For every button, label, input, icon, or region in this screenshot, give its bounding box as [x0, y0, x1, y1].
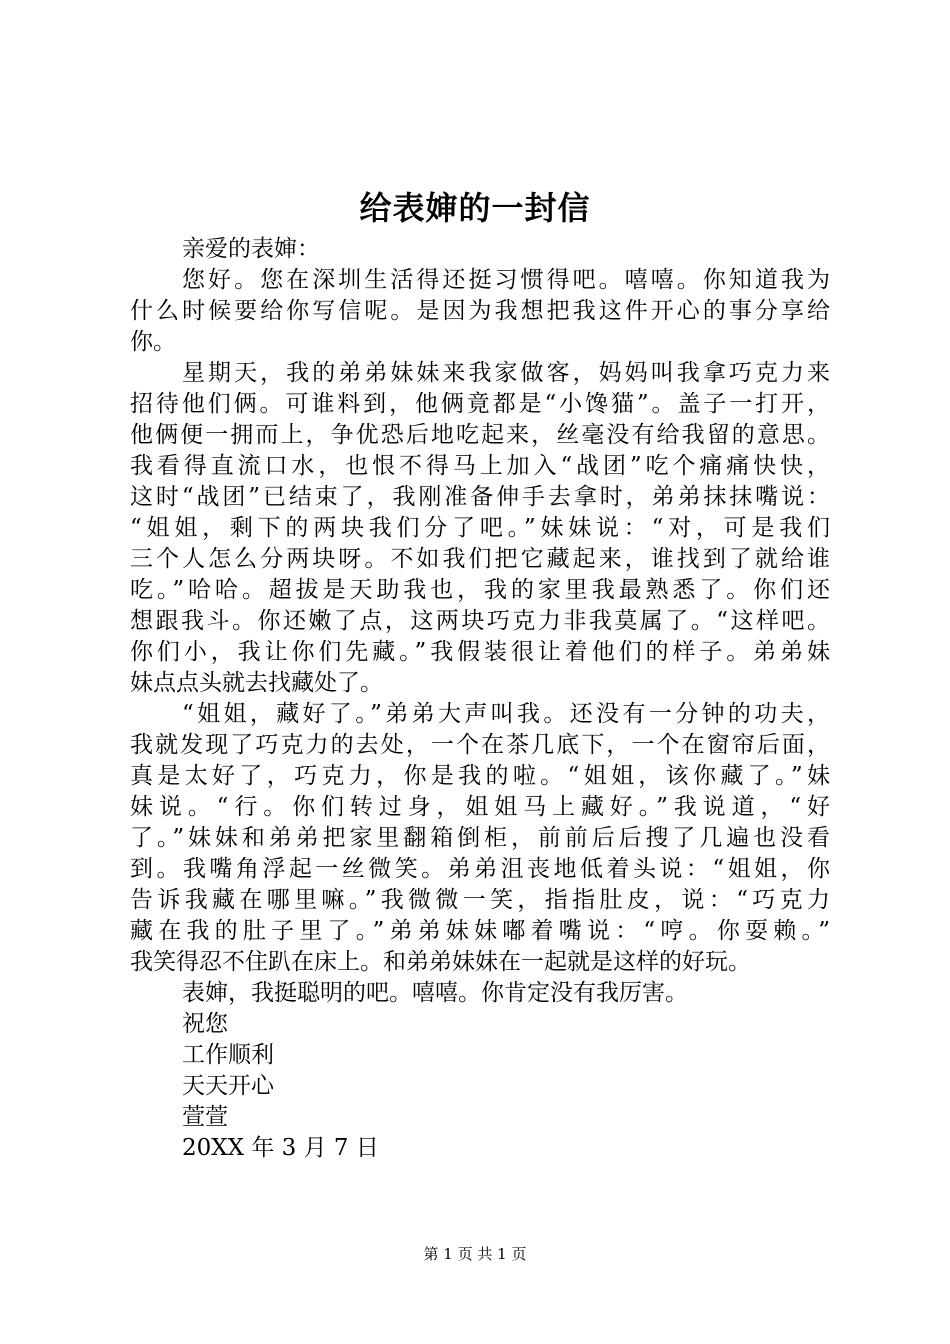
paragraph-line: 告诉我藏在哪里嘛。”我微微一笑，指指肚皮，说：“巧克力: [130, 887, 830, 913]
paragraph-line: 表婶，我挺聪明的吧。嘻嘻。你肯定没有我厉害。: [182, 980, 688, 1006]
paragraph-line: 藏在我的肚子里了。”弟弟妹妹嘟着嘴说：“哼。你耍赖。”: [130, 918, 830, 944]
signature-line: 萱萱: [182, 1104, 228, 1130]
paragraph-line: 了。”妹妹和弟弟把家里翻箱倒柜，前前后后搜了几遍也没看: [130, 825, 830, 851]
salutation-line: 亲爱的表婶：: [182, 236, 320, 262]
paragraph-line: 他俩便一拥而上，争优恐后地吃起来，丝毫没有给我留的意思。: [130, 422, 830, 448]
paragraph-line: 吃。”哈哈。超拔是天助我也，我的家里我最熟悉了。你们还: [130, 577, 830, 603]
paragraph-line: 星期天，我的弟弟妹妹来我家做客，妈妈叫我拿巧克力来: [182, 360, 830, 386]
closing-line: 祝您: [182, 1011, 228, 1037]
date-line: 20XX 年 3 月 7 日: [182, 1135, 379, 1161]
paragraph-line: 到。我嘴角浮起一丝微笑。弟弟沮丧地低着头说：“姐姐，你: [130, 856, 830, 882]
paragraph-line: 我就发现了巧克力的去处，一个在茶几底下，一个在窗帘后面，: [130, 732, 830, 758]
paragraph-line: 真是太好了，巧克力，你是我的啦。“姐姐，该你藏了。”妹: [130, 763, 830, 789]
paragraph-line: 这时“战团”已结束了，我刚准备伸手去拿时，弟弟抹抹嘴说：: [130, 484, 830, 510]
paragraph-line: “姐姐，藏好了。”弟弟大声叫我。还没有一分钟的功夫，: [182, 701, 830, 727]
letter-body: [130, 234, 830, 1164]
paragraph-line: 想跟我斗。你还嫩了点，这两块巧克力非我莫属了。“这样吧。: [130, 608, 830, 634]
paragraph-line: 你们小，我让你们先藏。”我假装很让着他们的样子。弟弟妹: [130, 639, 830, 665]
paragraph-line: 你。: [130, 329, 176, 355]
paragraph-line: 您好。您在深圳生活得还挺习惯得吧。嘻嘻。你知道我为: [182, 267, 830, 293]
closing-line: 天天开心: [182, 1073, 274, 1099]
paragraph-line: 我看得直流口水，也恨不得马上加入“战团”吃个痛痛快快，: [130, 453, 830, 479]
closing-line: 工作顺利: [182, 1042, 274, 1068]
paragraph-line: 我笑得忍不住趴在床上。和弟弟妹妹在一起就是这样的好玩。: [130, 949, 751, 975]
page-number-footer: 第 1 页 共 1 页: [423, 1245, 527, 1263]
paragraph-line: “姐姐，剩下的两块我们分了吧。”妹妹说：“对，可是我们: [130, 515, 830, 541]
paragraph-line: 妹说。“行。你们转过身，姐姐马上藏好。”我说道，“好: [130, 794, 830, 820]
paragraph-line: 妹点点头就去找藏处了。: [130, 670, 383, 696]
paragraph-line: 招待他们俩。可谁料到，他俩竟都是“小馋猫”。盖子一打开，: [130, 391, 830, 417]
letter-title: 给表婶的一封信: [359, 189, 591, 227]
paragraph-line: 什么时候要给你写信呢。是因为我想把我这件开心的事分享给: [130, 298, 830, 324]
paragraph-line: 三个人怎么分两块呀。不如我们把它藏起来，谁找到了就给谁: [130, 546, 830, 572]
